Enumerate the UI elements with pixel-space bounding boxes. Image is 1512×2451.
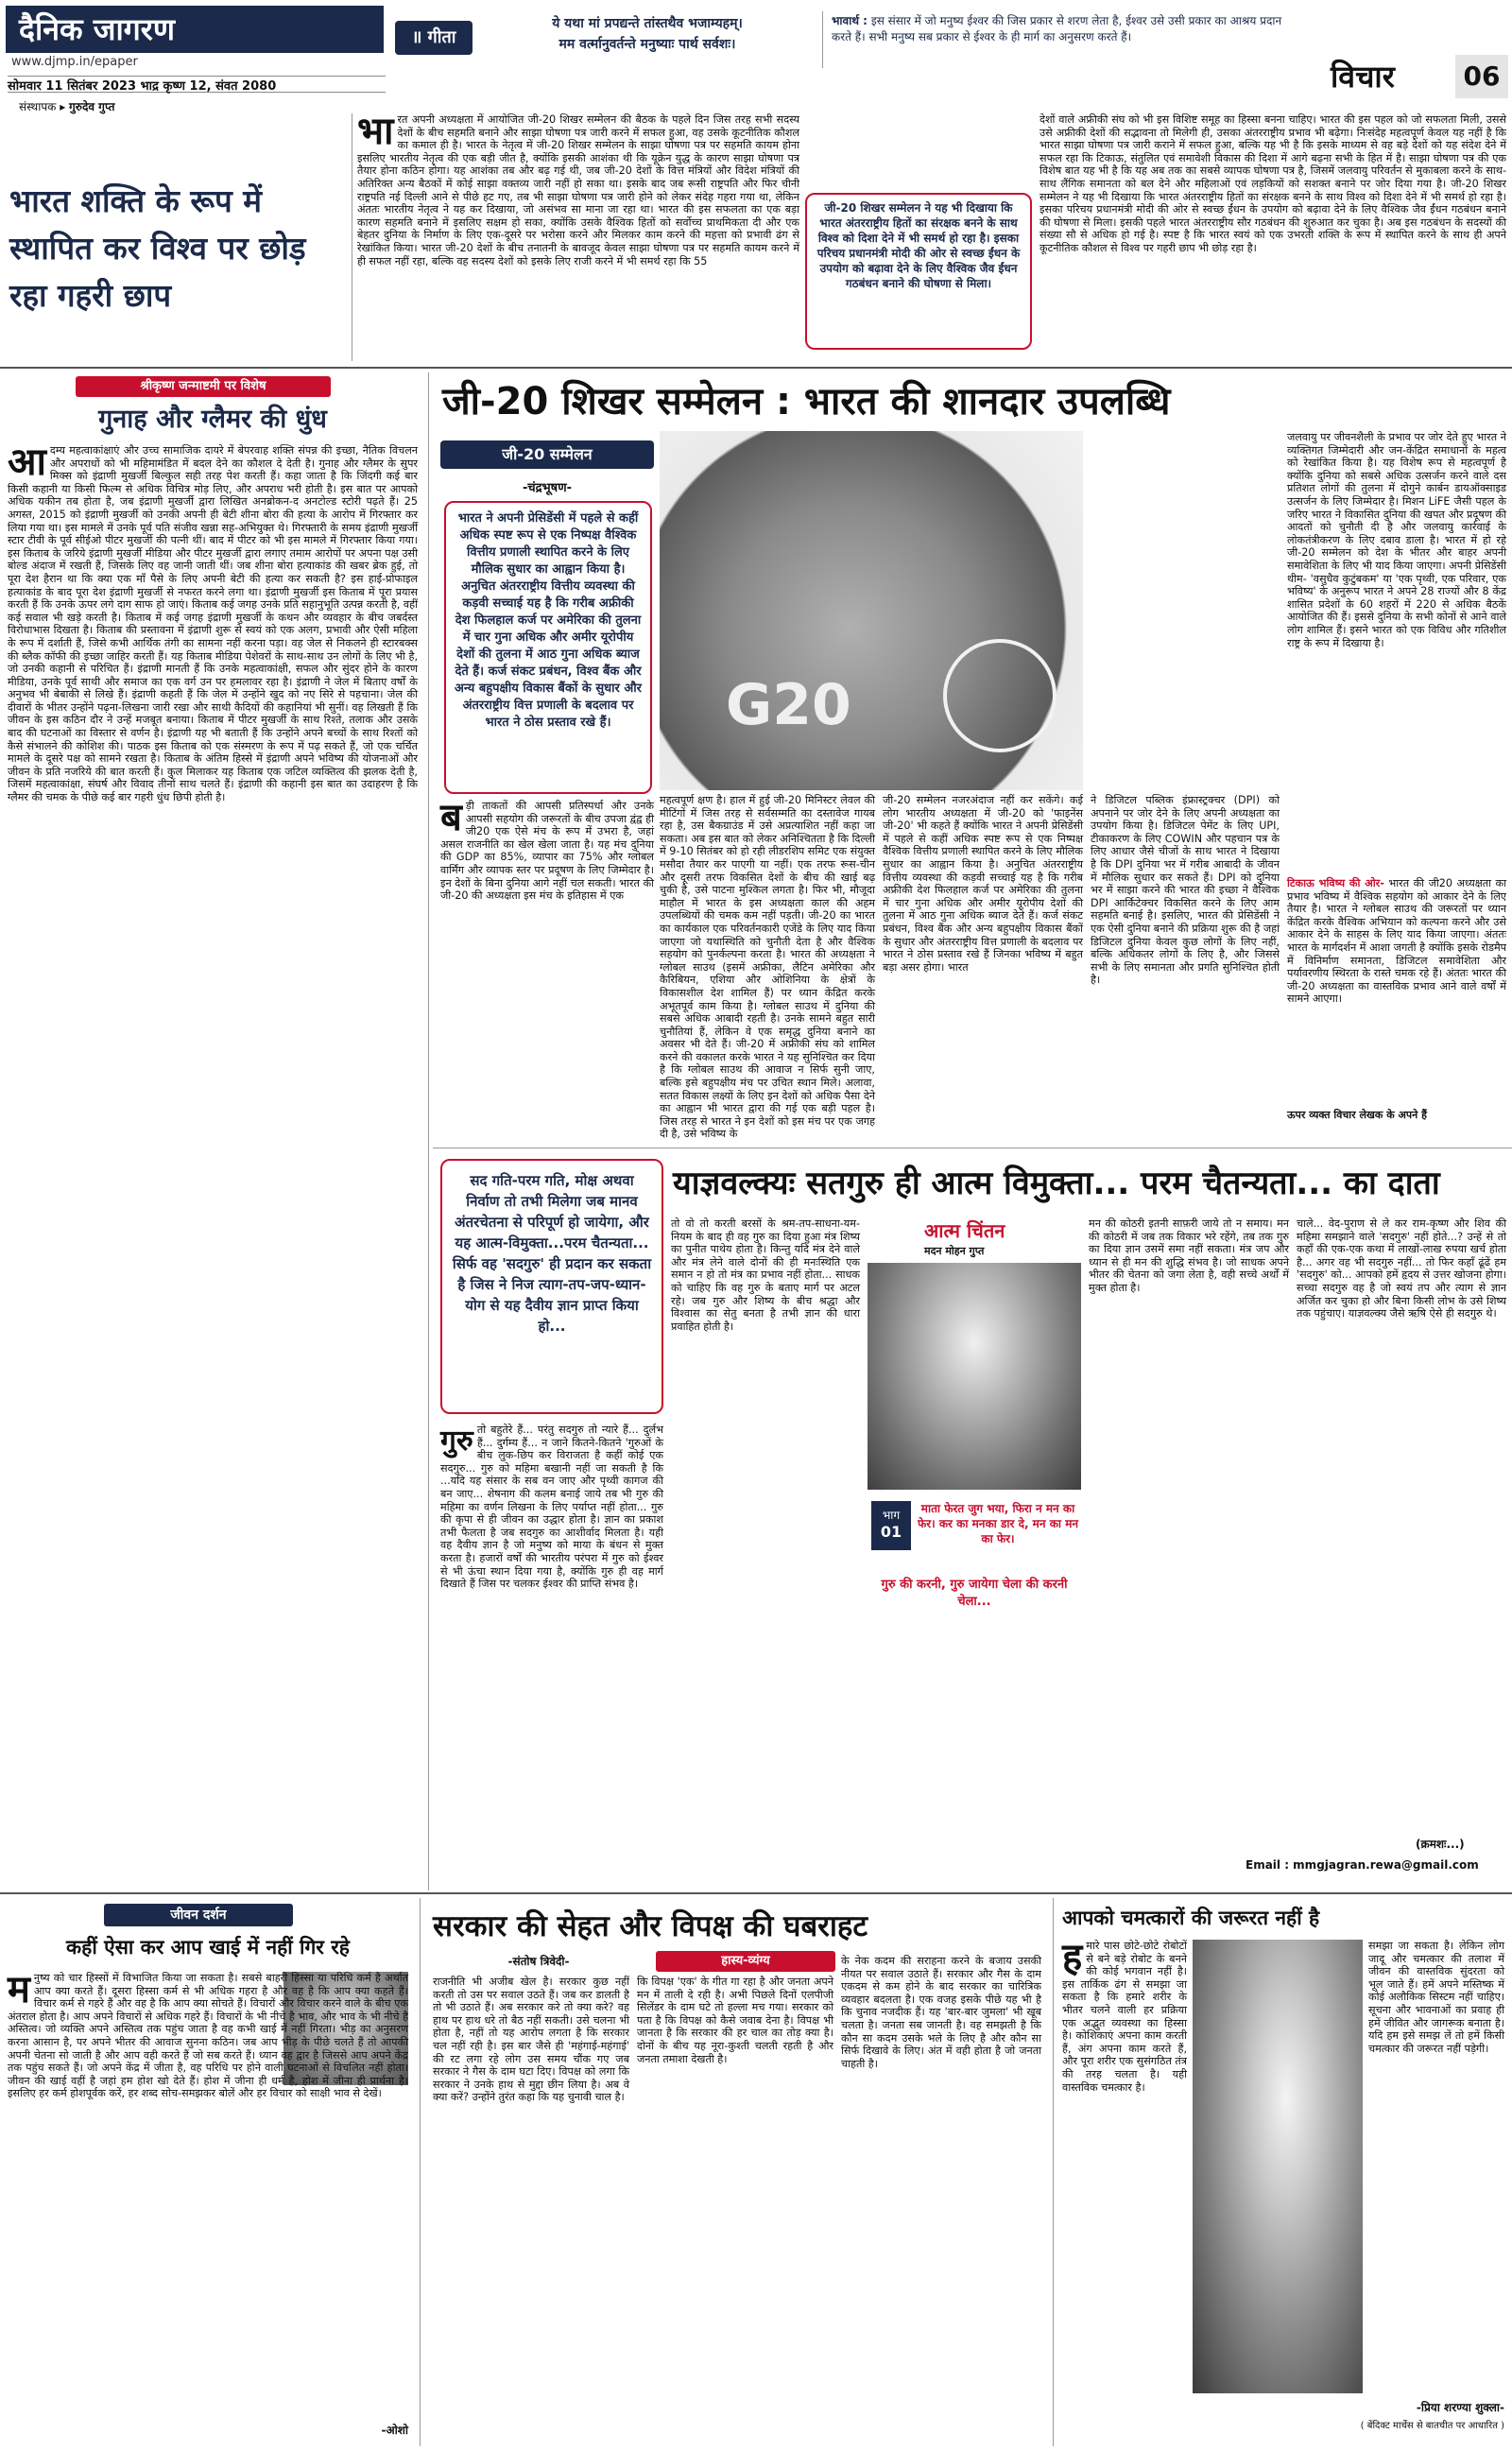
website[interactable]: www.djmp.in/epaper bbox=[11, 55, 138, 69]
yajnavalkya-body-2: तो वो तो करती बरसों के श्रम-तप-साधना-यम-नियम के बाद ही वह गुरु का दिया हुआ मंत्र शिष्य का पुनीत पाथेय होता है। किन्तु यदि मंत्र देने वाले और मंत्र लेने वाले दोनों की ही मनःस्थिति एक समान न हो तो मंत्र का प्रभाव नहीं होता... साधक को चाहिए कि वह गुरु के बताए मार्ग पर अटल रहे। जब गुरु और शिष्य के बीच श्रद्धा और विश्वास का सेतु बनता है तभी ज्ञान की धारा प्रवाहित होती है। bbox=[671, 1217, 860, 1333]
jeevan-author: -ओशो bbox=[381, 2424, 408, 2437]
series-label: भाग bbox=[882, 1509, 901, 1522]
chamatkar-body-2: समझा जा सकता है। लेकिन लोग जादू और चमत्कार की तलाश में जीवन की वास्तविक सुंदरता को भूल जाते हैं। हमें अपने मस्तिष्क में कोई अलौकिक सिस्टम नहीं चाहिए। सूचना और भावनाओं का प्रवाह ही हमें जीवित और जागरूक बनाता है। यदि हम इसे समझ लें तो हमें किसी चमत्कार की जरूरत नहीं पड़ेगी। bbox=[1368, 1940, 1504, 2055]
article-sarkar bbox=[425, 1898, 1049, 2446]
g20-body-6: टिकाऊ भविष्य की ओर- भारत की जी20 अध्यक्षता का प्रभाव भविष्य में वैश्विक सहयोग को आकार देने के लिए तैयार है। भारत ने ग्लोबल साउथ की जरूरतों पर ध्यान केंद्रित करके वैश्विक अभियान को कल्पना करने और उसे आकार देने के साहस के लिए याद किया जाएगा। अंततः भारत के मार्गदर्शन में आशा जगती है क्योंकि इसके रोडमैप में विनिर्माण समानता, डिजिटल समावेशिता और पर्यावरणीय स्थिरता के रास्ते चमक रहे हैं। अंततः भारत की जी-20 अध्यक्षता का वास्तविक प्रभाव आने वाले वर्षों में सामने आएगा। bbox=[1287, 877, 1507, 1006]
bhavarth bbox=[832, 13, 1304, 70]
sarkar-divider bbox=[1053, 1898, 1054, 2446]
gita-shloka-line-2: मम वर्त्मानुवर्तन्ते मनुष्याः पार्थ सर्वशः। bbox=[558, 37, 736, 52]
sarkar-body-1: राजनीति भी अजीब खेल है। सरकार कुछ नहीं करती तो उस पर सवाल उठते हैं। जब कर डालती है तो भी उठाते हैं। अब सरकार करे तो क्या करे? वह हाथ पर हाथ धरे तो बैठ नहीं सकती। उसे चलना भी होता है, नहीं तो यह आरोप लगता है कि सरकार चल नहीं रही है। इस बार जैसे ही 'महंगाई-महंगाई' की रट लगा रहे लोग उस समय चौंक गए जब सरकार ने गैस के दाम घटा दिए। विपक्ष को लगा कि सरकार ने उनके हाथ से मुद्दा छीन लिया है। अब वे क्या करें? उन्होंने तुरंत कहा कि यह चुनावी चाल है। bbox=[433, 1976, 629, 2104]
g20-author: -चंद्रभूषण- bbox=[522, 481, 572, 495]
editor-name: गुरुदेव गुप्त bbox=[69, 100, 115, 113]
lotus-icon bbox=[943, 639, 1057, 752]
editorial-text-2: देशों वाले अफ्रीकी संघ को भी इस विशिष्ट समूह का हिस्सा बनना चाहिए। भारत की इस पहल को जो सफलता मिली, उससे उसे अफ्रीकी देशों की सद्भावना तो मिलेगी ही, उसका अंतरराष्ट्रीय प्रभाव भी बढ़ेगा। निःसंदेह महत्वपूर्ण केवल यह नहीं है कि भारत साझा घोषणा पत्र जारी कराने में सफल हुआ, बल्कि यह भी है कि इसके माध्यम से वह बड़े देशों को यह संदेश देने में सफल रहा कि टिकाऊ, संतुलित एवं समावेशी विकास की दिशा में आगे बढ़ना सभी के हित में है। साझा घोषणा पत्र की एक विशेष बात यह भी है कि यह अब तक का सबसे व्यापक घोषणा पत्र है, जिसमें जलवायु परिवर्तन से मुकाबला करने के साथ-साथ लैंगिक समानता को बल देने और महिलाओं एवं लड़कियों को सशक्त बनाने पर जोर दिया गया है। जी-20 शिखर सम्मेलन ने यह भी दिखाया कि भारत अंतरराष्ट्रीय हितों का संरक्षक बनने के साथ विश्व को दिशा देने में भी समर्थ हो रहा है। इसका परिचय प्रधानमंत्री मोदी की ओर से स्वच्छ ईंधन के उपयोग को बढ़ावा देने के लिए वैश्विक जैव ईंधन गठबंधन बनाने की घोषणा से मिला। इसकी पहले भारत अंतरराष्ट्रीय सौर गठबंधन की शुरुआत कर चुका है। अब इस गठबंधन के सदस्यों की संख्या सौ से अधिक हो गई है। स्पष्ट है कि भारत स्वयं को एक उभरती शक्ति के रूप में स्थापित करने के साथ ही अपने कूटनीतिक कौशल से विश्व पर गहरी छाप भी छोड़ रहा है। bbox=[1040, 113, 1506, 254]
chamatkar-author: -प्रिया शरण्या शुक्ला- bbox=[1416, 2401, 1504, 2414]
series-badge bbox=[871, 1501, 911, 1550]
g20-logo-mark: G20 bbox=[726, 672, 851, 738]
chamatkar-drop-cap: ह bbox=[1062, 1936, 1083, 1979]
robot-face-image bbox=[1193, 1940, 1363, 2393]
chamatkar-body-1: हमारे पास छोटे-छोटे रोबोटों से बने बड़े रोबोट के बनने की कोई भगवान नहीं है। इस तार्किक ढंग से समझा जा सकता है कि हमारे शरीर के भीतर चलने वाली हर प्रक्रिया एक अद्भुत व्यवस्था का हिस्सा है। कोशिकाएं अपना काम करती हैं, अंग अपना काम करते हैं, और पूरा शरीर एक सुसंगठित तंत्र की तरह चलता है। यही वास्तविक चमत्कार है। bbox=[1062, 1936, 1187, 2094]
g20-pull-quote: भारत ने अपनी प्रेसिडेंसी में पहले से कहीं अधिक स्पष्ट रूप से एक निष्पक्ष वैश्विक वित्तीय प्रणाली स्थापित करने के लिए मौलिक सुधार का आह्वान किया है। अनुचित अंतरराष्ट्रीय वित्तीय व्यवस्था की कड़वी सच्चाई यह है कि गरीब अफ्रीकी देश फिलहाल कर्ज पर अमेरिका की तुलना में चार गुना अधिक और अमीर यूरोपीय देशों की तुलना में आठ गुना अधिक ब्याज देते हैं। कर्ज संकट प्रबंधन, विश्व बैंक और अन्य बहुपक्षीय विकास बैंकों के सुधार और अंतरराष्ट्रीय वित्त प्रणाली के बदलाव पर भारत ने ठोस प्रस्ताव रखे हैं। bbox=[444, 501, 652, 794]
g20-body-2-column: महत्वपूर्ण क्षण है। हाल में हुई जी-20 मिनिस्टर लेवल की मीटिंगों में जिस तरह से सर्वसम्मति का दस्तावेज गायब रहा है, उस बैकग्राउंड में उसे अप्रत्याशित नहीं कहा जा सकता। अब इस बात को लेकर अनिश्चितता है कि दिल्ली में 9-10 सितंबर को हो रही लीडरशिप समिट एक संयुक्त मसौदा तैयार कर पाएगी या नहीं। एक तरफ रूस-चीन और दूसरी तरफ विकसित देशों के बीच की खाई बढ़ चुकी है, उसे पाटना मुश्किल लगता है। फिर भी, मौजूदा माहौल में भारत के इस अध्यक्षता काल की अहम उपलब्धियों की चमक कम नहीं पड़ती। जी-20 का भारत का कार्यकाल एक परिवर्तनकारी एजेंडे के लिए याद किया जाएगा जो यथास्थिति को चुनौती देता है और वैश्विक सहयोग को पुनर्कल्पना करता है। भारत की अध्यक्षता ने ग्लोबल साउथ (इसमें अफ्रीका, लैटिन अमेरिका और कैरिबियन, एशिया और ओशिनिया के क्षेत्रों के विकासशील देश शामिल हैं) पर ध्यान केंद्रित करके अभूतपूर्व काम किया है। ग्लोबल साउथ में दुनिया की सबसे अधिक आबादी रहती है। उनके सामने बहुत सारी चुनौतियां हैं, लेकिन वे एक समृद्ध दुनिया बनाने का अवसर भी देते हैं। जी-20 में अफ्रीकी संघ को शामिल करने की वकालत करके भारत ने यह सुनिश्चित कर दिया है कि ग्लोबल साउथ की आवाज न सिर्फ सुनी जाए, बल्कि इसे बहुपक्षीय मंच पर उचित स्थान मिले। अलावा, सतत विकास लक्ष्यों के लिए इन देशों को अधिक पैसा देने का आह्वान भी भारत द्वारा की गई एक बड़ी पहल है। जिस तरह से भारत ने इन देशों को इस मंच पर एक जगह दी है, उसे भविष्य के bbox=[660, 794, 875, 1141]
lower-section-rule bbox=[0, 1892, 1512, 1894]
sarkar-author: -संतोष त्रिवेदी- bbox=[507, 1955, 570, 1968]
editorial-headline: भारत शक्ति के रूप में स्थापित कर विश्व पर छोड़ रहा गहरी छाप bbox=[9, 182, 306, 314]
g20-body-5: जलवायु पर जीवनशैली के प्रभाव पर जोर देते हुए भारत ने व्यक्तिगत जिम्मेदारी और जन-केंद्रित समाधानों के महत्व को रेखांकित किया है। यह विशेष रूप से महत्वपूर्ण है क्योंकि दुनिया को सबसे अधिक उत्सर्जन करने वाले दस प्रतिशत लोगों की तुलना में दोगुने कार्बन डायऑक्साइड उत्सर्जन के लिए जिम्मेदार है। मिशन LiFE जैसी पहल के जरिए भारत ने विकासित दुनिया की खपत और प्रदूषण की आदतों को चुनौती दी है और जलवायु कार्रवाई के लोकतंत्रीकरण के लिए दबाव डाला है। भारत में हो रहे जी-20 सम्मेलन को देश के भीतर और बाहर अपनी समावेशिता के लिए भी याद किया जाएगा। अपनी प्रेसिडेंसी थीम- 'वसुधैव कुटुंबकम' या 'एक पृथ्वी, एक परिवार, एक भविष्य' के अनुरूप भारत ने अपने 28 राज्यों और 8 केंद्र शासित प्रदेशों के 60 शहरों में 220 से अधिक बैठकें आयोजित की हैं। इससे दुनिया के सभी कोनों से आने वाले लोग शामिल हैं। इसने भारत को एक विविध और गतिशील राष्ट्र के रूप में दिखाया है। bbox=[1287, 431, 1506, 649]
atma-chintan-box bbox=[868, 1217, 1081, 1747]
sage-image bbox=[868, 1263, 1081, 1490]
yajnavalkya-body-3: मन की कोठरी इतनी साफ़री जाये तो न समाय। मन की कोठरी में जब तक विकार भरे रहेंगे, तब तक गुरु का दिया ज्ञान उसमें समा नहीं सकता। मंत्र जप और ध्यान से ही मन की शुद्धि संभव है। जो साधक अपने भीतर की चेतना को जगा लेता है, वही सच्चे अर्थों में मुक्त होता है। bbox=[1089, 1217, 1289, 1294]
krishna-divider bbox=[428, 372, 429, 1890]
date-line: सोमवार 11 सितंबर 2023 भाद्र कृष्ण 12, संवत 2080 bbox=[8, 76, 386, 93]
g20-body-3: जी-20 सम्मेलन नजरअंदाज नहीं कर सकेंगे। कई लोग भारतीय अध्यक्षता में जी-20 को 'फाइनेंस जी-20' भी कहते हैं क्योंकि भारत ने अपनी प्रेसिडेंसी में पहले से कहीं अधिक स्पष्ट रूप से एक निष्पक्ष वैश्विक वित्तीय प्रणाली स्थापित करने के लिए मौलिक सुधार का आह्वान किया है। अनुचित अंतरराष्ट्रीय वित्तीय व्यवस्था की कड़वी सच्चाई यह है कि गरीब अफ्रीकी देश फिलहाल कर्ज पर अमेरिका की तुलना में चार गुना अधिक और अमीर यूरोपीय देशों की तुलना में आठ गुना अधिक ब्याज देते हैं। कर्ज संकट प्रबंधन, विश्व बैंक और अन्य बहुपक्षीय विकास बैंकों के सुधार और अंतरराष्ट्रीय वित्त प्रणाली के बदलाव पर भारत ने ठोस प्रस्ताव रखे हैं जिनका भविष्य में बहुत बड़ा असर होगा। भारत bbox=[883, 794, 1083, 974]
sarkar-tag: हास्य-व्यंग्य bbox=[656, 1951, 835, 1972]
editorial-drop-cap: भा bbox=[357, 110, 394, 153]
yajnavalkya-body-1: गुरु तो बहुतेरे हैं... परंतु सदगुरु तो न्यारे हैं... दुर्लभ हैं... दुर्गम्य हैं... न जाने कितने-कितने 'गुरुओं के बीच लुक-छिप कर विराजता है कहीं कोई एक सदगुरु... गुरु को महिमा बखानी नहीं जा सकती है कि ...यदि यह संसार के सब वन जाए और पृथ्वी कागज की बन जाए... शेषनाग की कलम बनाई जाये तब भी गुरु की महिमा का वर्णन लिखना के लिए पर्याप्त नहीं होता... गुरु की कृपा से ही जीवन का उद्धार होता है। ज्ञान का प्रकाश तभी फैलता है जब सदगुरु का आशीर्वाद मिलता है। यही वह दैवीय ज्ञान है जो मनुष्य को माया के बंधन से मुक्त करता है। हजारों वर्षों की भारतीय परंपरा में गुरु को ईश्वर से भी ऊंचा स्थान दिया गया है, क्योंकि गुरु ही वह मार्ग दिखाते हैं जिस पर चलकर ईश्वर की प्राप्ति संभव है। bbox=[440, 1424, 663, 1591]
series-number: 01 bbox=[880, 1523, 902, 1541]
editorial-bottom-rule bbox=[0, 367, 1512, 369]
yajnavalkya-subhead: गुरु की करनी, गुरु जायेगा चेला की करनी चेला... bbox=[881, 1578, 1068, 1609]
yajnavalkya-email[interactable]: Email : mmgjagran.rewa@gmail.com bbox=[1246, 1858, 1479, 1872]
article-yajnavalkya bbox=[433, 1151, 1512, 1890]
bhavarth-text: इस संसार में जो मनुष्य ईश्वर की जिस प्रकार से शरण लेता है, ईश्वर उसे उसी प्रकार का आश्रय प्रदान करते हैं। सभी मनुष्य सब प्रकार से ईश्वर के ही मार्ग का अनुसरण करते हैं। bbox=[832, 14, 1282, 43]
krishna-drop-cap: आ bbox=[8, 440, 46, 484]
article-g20 bbox=[433, 372, 1512, 1148]
jeevan-body: मनुष्य को चार हिस्सों में विभाजित किया जा सकता है। सबसे बाहरी हिस्सा या परिधि कर्म है अर्थात आप क्या करते हैं। दूसरा हिस्सा कर्म से भी अधिक गहरा है और वह है कि आप क्या कहते हैं। विचार कर्म से गहरे हैं और वह है कि आप क्या सोचते हैं। विचारों और विचार करने वाले के बीच एक अंतराल होता है। आप अपने विचारों से अधिक गहरे हैं। विचारों के भी नीचे है भाव, और भाव के भी नीचे है अस्तित्व। जो व्यक्ति अपने अस्तित्व तक पहुंच जाता है वह कभी खाई में नहीं गिरता। भीड़ का अनुसरण करना आसान है, पर अपने भीतर की आवाज सुनना कठिन। जब आप भीड़ के पीछे चलते हैं तो आपकी अपनी चेतना सो जाती है और आप वही करते हैं जो सब करते हैं। ध्यान वह द्वार है जिससे आप अपने केंद्र तक पहुंच सकते हैं। जो अपने केंद्र में जीता है, वह परिधि पर होने वाली घटनाओं से विचलित नहीं होता। जीवन की खाई वहीं है जहां हम होश खो देते हैं। होश में जीना ही धर्म है, होश में जीना ही प्रार्थना है। इसलिए हर कर्म होशपूर्वक करें, हर शब्द सोच-समझकर बोलें और हर विचार को साक्षी भाव से देखें। bbox=[8, 1968, 408, 2100]
bhavarth-label: भावार्थ : bbox=[832, 14, 868, 27]
jeevan-divider bbox=[420, 1898, 421, 2446]
yajnavalkya-drop-cap: गुरु bbox=[440, 1424, 473, 1458]
page-number: 06 bbox=[1455, 55, 1508, 98]
jeevan-tag: जीवन दर्शन bbox=[104, 1904, 293, 1926]
sarkar-body-3: के नेक कदम की सराहना करने के बजाय उसकी नीयत पर सवाल उठाते हैं। सरकार और गैस के दाम एकदम से कम होने के बाद सरकार का चारित्रिक व्यवहार बदलता है। एक वजह इसके पीछे यह भी है कि चुनाव नजदीक हैं। यह 'बार-बार जुमला' भी खूब चलता है। जनता सब जानती है। वह समझती है कि कौन सा कदम उसके भले के लिए है और कौन सा सिर्फ दिखावे के लिए। अंत में वही होता है जो जनता चाहती है। bbox=[841, 1955, 1041, 2070]
g20-drop-cap: ब bbox=[440, 796, 462, 839]
chamatkar-note: ( बेंदिक्ट मार्चेस से बातचीत पर आधारित ) bbox=[1360, 2421, 1504, 2431]
jeevan-drop-cap: म bbox=[8, 1968, 30, 2011]
sarkar-body-2: कि विपक्ष 'एक' के गीत गा रहा है और जनता अपने मन में ताली दे रही है। अभी पिछले दिनों एलपीजी सिलेंडर के दाम घटे तो हल्ला मच गया। सरकार को पता है कि विपक्ष को कैसे जवाब देना है। विपक्ष भी जानता है कि सरकार की हर चाल का तोड़ क्या है। दोनों के बीच यह नूरा-कुश्ती चलती रहती है और जनता तमाशा देखती है। bbox=[637, 1976, 833, 2065]
krishna-tag: श्रीकृष्ण जन्माष्टमी पर विशेष bbox=[76, 376, 331, 397]
g20-footer: ऊपर व्यक्त विचार लेखक के अपने हैं bbox=[1287, 1109, 1427, 1121]
g20-tag: जी-20 सम्मेलन bbox=[440, 440, 654, 469]
g20-globe-image bbox=[660, 431, 1083, 790]
arrow-icon: ▸ bbox=[60, 100, 70, 113]
masthead-divider bbox=[822, 11, 823, 68]
yajnavalkya-body-4: चाले... वेद-पुराण से ले कर राम-कृष्ण और शिव की महिमा समझाने वाले 'सदगुरु' नहीं होते...? उन्हें से तो कहाँ की एक-एक कथा में लाखों-लाख रुपया खर्च होता है... अगर वह भी सदगुरु नहीं... तो फिर कहाँ ढूंढें हम 'सदगुरु' को... आपको हमें हृदय से उत्तर खोजना होगा। सच्चा सदगुरु वह है जो स्वयं तप और त्याग से ज्ञान अर्जित कर चुका हो और बिना किसी लोभ के उसे शिष्य तक पहुंचाए। याज्ञवल्क्य जैसे ऋषि ऐसे ही सदगुरु थे। bbox=[1297, 1217, 1506, 1320]
editorial-text-1: भारत अपनी अध्यक्षता में आयोजित जी-20 शिखर सम्मेलन की बैठक के पहले दिन जिस तरह सभी सदस्य देशों के बीच सहमति बनाने और साझा घोषणा पत्र जारी करने में सफल हुआ, वह उसके कूटनीतिक कौशल का कमाल ही है। भारत के नेतृत्व में जी-20 शिखर सम्मेलन के साझा घोषणा पत्र पर सहमति कायम होना इसलिए भारतीय नेतृत्व की एक बड़ी जीत है, क्योंकि इसकी आशंका थी कि यूक्रेन युद्ध के कारण साझा घोषणा पत्र तैयार होना कठिन होगा। यह आशंका तब और बढ़ गई थी, जब जी-20 देशों के वित्त मंत्रियों और विदेश मंत्रियों की अतिरिक्त अन्य बैठकों में कोई साझा वक्तव्य जारी नहीं हो सका था। इसके बाद जब रूसी राष्ट्रपति और फिर चीनी राष्ट्रपति नई दिल्ली आने से पीछे हट गए, तब भी साझा घोषणा पत्र जारी होने को लेकर संदेह गहरा गया था, लेकिन अंततः भारतीय नेतृत्व ने यह कर दिखाया, जो असंभव सा माना जा रहा था। भारत की इस सफलता का एक बड़ा कारण सहमति बनाने में इसलिए सक्षम हो सका, क्योंकि उसके वैश्विक हितों को सर्वोच्च प्राथमिकता दी और एक बेहतर दुनिया के निर्माण के लिए एक-दूसरे पर भरोसा करने और मिलकर काम करने की महत्ता को प्रभावी ढंग से रेखांकित किया। भारत जी-20 देशों के बीच तनातनी के बावजूद केवल साझा घोषणा पत्र पर सहमति कायम करने में ही सफल नहीं रहा, बल्कि वह सदस्य देशों को इसके लिए राजी करने में भी समर्थ रहा कि 55 bbox=[357, 110, 799, 268]
yajnavalkya-left-quote: सद गति-परम गति, मोक्ष अथवा निर्वाण तो तभी मिलेगा जब मानव अंतरचेतना से परिपूर्ण हो जायेगा, और यह आत्म-विमुक्ता...परम चैतन्यता... सिर्फ वह 'सदगुरु' ही प्रदान कर सकता है जिस ने निज त्याग-तप-जप-ध्यान-योग से यह दैवीय ज्ञान प्राप्त किया हो... bbox=[440, 1159, 663, 1414]
krishna-body: आदम्य महत्वाकांक्षाएं और उच्च सामाजिक दायरे में बेपरवाह शक्ति संपन्न की इच्छा, नैतिक विचलन और अपराधों को भी महिमामंडित में बदल देने का कौशल दे देती है। गुनाह और ग्लैमर के सुपर मिक्स को इंद्राणी मुखर्जी बिल्कुल सही तरह पेश करती हैं। कहा जाता है कि जिंदगी कई बार किसी कहानी या किसी फिल्म से अधिक विचित्र मोड़ लिए, और अपराध भरी होती है। इस बात पर आपको अधिक यकीन तब होता है, जब इंद्राणी मुखर्जी द्वारा लिखित अनब्रोकन-द अनटोल्ड स्टोरी पढ़ते हैं। 25 अगस्त, 2015 को इंद्राणी मुखर्जी को उनकी अपनी ही बेटी शीना बोरा की हत्या के आरोप में गिरफ्तार कर लिया गया था। इस मामले में उनके पूर्व पति संजीव खन्ना सह-अभियुक्त थे। गिरफ्तारी के समय इंद्राणी मुखर्जी स्टार टीवी के पूर्व सीईओ पीटर मुखर्जी की पत्नी थीं। बाद में पीटर को भी इस मामले में गिरफ्तार किया गया। इस किताब के जरिये इंद्राणी मुखर्जी मीडिया और पीटर मुखर्जी द्वारा लगाए तमाम आरोपों पर अपना पक्ष उसी बोल्ड अंदाज में रखती हैं, जिसके लिए वह जानी जाती थीं। जब शीना बोरा हत्याकांड की खबर ब्रेक हुई, तो पूरा देश हैरान था कि क्या एक माँ पैसे के लिए अपनी बेटी की हत्या कर सकती है? इस हाई-प्रोफाइल हत्याकांड के बाद पूरा देश इंद्राणी मुखर्जी से नफरत करने लगा था। इंद्राणी मुखर्जी इस किताब में पूरा प्रयास करती हैं कि उनके ऊपर लगे दाग साफ हो जाएं। किताब कई जगह उनके प्रति सहानुभूति उत्पन्न करती है, वहीं कई सवाल भी खड़े करती है। किताब में कई जगह इंद्राणी मुखर्जी के कथन और व्यवहार के बीच जबर्दस्त विरोधाभास दिखता है। किताब की प्रस्तावना में इंद्राणी शुरू से स्वयं को एक अलग, प्रभावी और ऐसी महिला के रूप में दर्शाती हैं, जिसे कभी आर्थिक तंगी का सामना नहीं करना पड़ा। वह जेल से निकलने ही स्टारबक्स की ब्लैक कॉफी की इच्छा जाहिर करती हैं। यह किताब मीडिया पेशेवरों के साथ-साथ उन लोगों के लिए भी है, जो उनकी कहानी से परिचित हैं। इंद्राणी मानती हैं कि उनके महत्वाकांक्षी, सफल और सुंदर होने के कारण मीडिया, उनके पूर्व साथी और समाज का एक वर्ग उन पर हमलावर रहा है। इंद्राणी ने जेल में बिताए वर्षों के अनुभव भी बेबाकी से लिखे हैं। इंद्राणी कहती हैं कि जेल में उन्होंने खुद को नए सिरे से पहचाना। जेल की दीवारों के भीतर उन्होंने पढ़ना-लिखना जारी रखा और साथी कैदियों की कहानियां भी सुनीं। वह लिखती हैं कि जीवन के इस कठिन दौर ने उन्हें मजबूत बनाया। किताब में पीटर मुखर्जी के साथ रिश्ते, तलाक और उसके बाद की घटनाओं का विस्तार से वर्णन है। इंद्राणी यह भी बताती हैं कि उन्होंने अपने बच्चों के साथ रिश्तों को कैसे संभालने की कोशिश की। पाठक इस किताब को एक संस्मरण के रूप में पढ़ सकते हैं, जो एक चर्चित मामले के दूसरे पक्ष को सामने रखता है। किताब के अंतिम हिस्से में इंद्राणी अपने भविष्य की योजनाओं और जीवन के प्रति नजरिये की बात करती हैं। कुल मिलाकर यह किताब एक जटिल व्यक्तित्व की झलक देती है, जिसमें महत्वाकांक्षा, संघर्ष और विवाद तीनों साथ चलते हैं। इंद्राणी की कहानी इस बात का उदाहरण है कि ग्लैमर की चमक के पीछे कई बार गहरी धुंध छिपी होती है। bbox=[8, 440, 418, 804]
yajnavalkya-continued: (क्रमशः...) bbox=[1416, 1838, 1465, 1851]
article-chamatkar bbox=[1058, 1898, 1508, 2446]
article-jeevan bbox=[0, 1898, 416, 2446]
section-name: विचार bbox=[1331, 59, 1395, 95]
g20-headline: जी-20 शिखर सम्मेलन : भारत की शानदार उपलब्धि bbox=[442, 380, 1171, 423]
g20-body-4: ने डिजिटल पब्लिक इंफ्रास्ट्रक्चर (DPI) को अपनाने पर जोर देने के लिए अपनी अध्यक्षता का उपयोग किया है। डिजिटल पेमेंट के लिए UPI, टीकाकरण के लिए COWIN और पहचान पत्र के लिए आधार जैसे चीजों के साथ भारत ने दिखाया है कि DPI दुनिया भर में गरीब आबादी के जीवन में मौलिक सुधार कर सकते हैं। DPI को दुनिया भर में साझा करने की भारत की इच्छा ने वैश्विक DPI आर्किटेक्चर विकसित करने के लिए आम सहमति बनाई है। इसलिए, भारत की प्रेसिडेंसी ने एक ऐसी दुनिया बनाने की प्रक्रिया शुरू की है जहां डिजिटल दुनिया केवल कुछ लोगों के लिए नहीं, बल्कि अधिकतर लोगों के लिए है, और जिससे सभी के लिए समानता और प्रगति सुनिश्चित होती है। bbox=[1091, 794, 1280, 987]
gita-shloka-line-1: ये यथा मां प्रपद्यन्ते तांस्तथैव भजाम्यहम्। bbox=[552, 16, 743, 31]
paper-logo: दैनिक जागरण bbox=[6, 6, 384, 53]
gita-shloka bbox=[482, 13, 813, 70]
atma-chintan-title: आत्म चिंतन bbox=[924, 1219, 1005, 1242]
gita-badge: ॥ गीता bbox=[395, 21, 472, 55]
yajnavalkya-center-quote: माता फेरत जुग भया, फिरा न मन का फेर। कर का मनका डार दे, मन का मन का फेर। bbox=[917, 1502, 1079, 1545]
article-krishna bbox=[0, 372, 425, 1890]
jeevan-headline: कहीं ऐसा कर आप खाई में नहीं गिर रहे bbox=[66, 1936, 350, 1959]
editorial-pull-quote: जी-20 शिखर सम्मेलन ने यह भी दिखाया कि भारत अंतरराष्ट्रीय हितों का संरक्षक बनने के साथ विश्व को दिशा देने में भी समर्थ हो रहा है। इसका परिचय प्रधानमंत्री मोदी की ओर से स्वच्छ ईंधन के उपयोग को बढ़ावा देने के लिए वैश्विक जैव ईंधन गठबंधन बनाने की घोषणा से मिला। bbox=[805, 193, 1032, 350]
chamatkar-headline: आपको चमत्कारों की जरूरत नहीं है bbox=[1062, 1907, 1320, 1929]
sarkar-headline: सरकार की सेहत और विपक्ष की घबराहट bbox=[433, 1909, 868, 1943]
atma-chintan-author: मदन मोहन गुप्त bbox=[924, 1245, 985, 1257]
editorial bbox=[0, 110, 1512, 369]
g20-body-1: बड़ी ताकतों की आपसी प्रतिस्पर्धा और उनके आपसी सहयोग की जरूरतों के बीच उपजा द्वंद्व ही जी20 एक ऐसे मंच के रूप में उभरा है, जहां असल राजनीति का खेल खेला जाता है। यह मंच दुनिया की GDP का 85%, व्यापार का 75% और ग्लोबल वार्मिंग और व्यापक स्तर पर प्रदूषण के लिए जिम्मेदार है। इन देशों के बिना दुनिया आगे नहीं चल सकती। भारत की जी-20 की अध्यक्षता इस मंच के इतिहास में एक bbox=[440, 796, 654, 903]
editor-label: संस्थापक bbox=[19, 100, 57, 113]
yajnavalkya-headline: याज्ञवल्क्यः सतगुरु ही आत्म विमुक्ता... परम चैतन्यता... का दाता bbox=[673, 1165, 1440, 1202]
krishna-headline: गुनाह और ग्लैमर की धुंध bbox=[98, 405, 327, 434]
g20-subhead: टिकाऊ भविष्य की ओर- bbox=[1287, 877, 1384, 889]
om-icon: ॥ bbox=[411, 27, 428, 47]
